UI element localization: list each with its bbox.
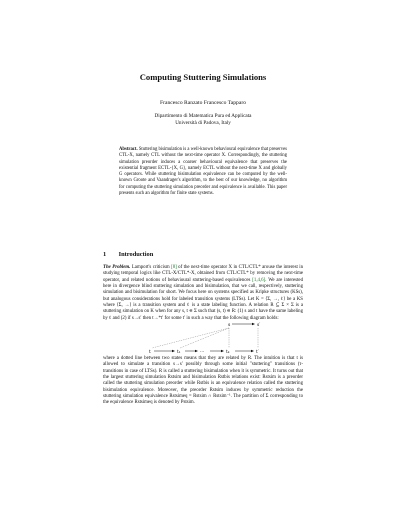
abstract — [119, 147, 287, 197]
paragraph-text-c: . We are interested here in divergence blind stuttering simulation and bisimulation, that we call, respectively, stuttering simulation and bisimulation for short. We focus here on systems specified as Kripke structures (KSs), but analogous considerations hold for labeled transition systems (LTSs). Let K = ⟨Σ, →, ℓ⟩ be a KS where ⟨Σ, →⟩ is a transition system and ℓ is a state labeling function. A relation R ⊆ Σ × Σ is a stuttering simulation on K when for any s, t ∈ Σ such that (s, t) ∈ R: (1) s and t have the same labeling by ℓ and (2) if s→s′ then t→*t′ for some t′ in such a way that the following diagram holds: — [103, 277, 303, 321]
section-title: Introduction — [118, 251, 154, 258]
arrowhead-t1 — [195, 350, 198, 352]
paragraph-intuition: where a dotted line between two states means that they are related by R. The intuition is that t is allowed to simulate a transition s→s′ possibly through some initial "stuttering" transitions (τ-transitions in case of LTSs). R is called a stuttering bisimulation when it is symmetric. It turns out that the largest stuttering simulation Rstsim and bisimulation Rstbis relations exist: Rstsim is a preorder called the stuttering simulation preorder while Rstbis is an equivalence relation called the stuttering bisimulation equivalence. Moreover, the preorder Rstsim induces by symmetric reduction the stuttering simulation equivalence Rstsimeq = Rstsim ∩ Rstsim⁻¹. The partition of Σ corresponding to the equivalence Rstsimeq is denoted by Pstsim. — [103, 356, 303, 406]
paragraph-text-b: of the next-time operator X in CTL/CTL* arouse the interest in studying temporal logics like CTL-X/CTL*-X, obtained from CTL/CTL* by removing the next-time operator, and related notions of behavioural stuttering-based equivalences — [103, 265, 304, 283]
state-tk: tₖ — [226, 350, 230, 355]
state-t: t — [149, 350, 151, 355]
paragraph-label: The Problem. — [103, 265, 131, 270]
section-number: 1 — [103, 251, 107, 258]
affiliation-line-1: Dipartimento di Matematica Pura ed Applicata — [154, 113, 252, 119]
stuttering-diagram — [140, 318, 280, 356]
paper-title: Computing Stuttering Simulations — [139, 72, 267, 82]
section-heading — [103, 251, 303, 258]
abstract-label: Abstract. — [119, 147, 138, 152]
state-t1: t₁ — [177, 350, 181, 355]
state-dots: ··· — [200, 350, 205, 355]
arrowhead-t — [172, 350, 175, 352]
relation-s-t1 — [180, 328, 229, 348]
paper-affiliation — [103, 113, 303, 126]
citation-link-1-4-6[interactable]: [1,4,6] — [252, 277, 266, 283]
paper-authors: Francesco Ranzato Francesco Tapparo — [159, 100, 247, 106]
paragraph-problem — [103, 265, 303, 322]
paragraph-text-a: Lamport's criticism — [131, 265, 172, 270]
state-s-prime: s′ — [257, 323, 261, 328]
affiliation-line-2: Università di Padova, Italy — [175, 119, 231, 126]
arrowhead-dots — [221, 350, 224, 352]
abstract-text: Stuttering bisimulation is a well-known behavioural equivalence that preserves CTL-X, namely CTL without the next-time operator X. Correspondingly, the stuttering simulation preorder induces a coarser behavioural equivalence that preserves the existential fragment ECTL-{X, G}, namely ECTL without the next-time X and globally G operators. While stuttering bisimulation equivalence can be computed by the well-known Groote and Vaandrager's algorithm, to the best of our knowledge, no algorithm for computing the stuttering simulation preorder and equivalence is available. This paper presents such an algorithm for finite state systems. — [119, 147, 288, 196]
relation-s-t — [152, 328, 229, 348]
arrowhead-s — [252, 323, 255, 325]
state-s: s — [228, 323, 231, 328]
state-t-prime: t′ — [256, 350, 259, 355]
arrowhead-tk — [251, 350, 254, 352]
citation-link-8[interactable]: [8] — [171, 265, 177, 270]
